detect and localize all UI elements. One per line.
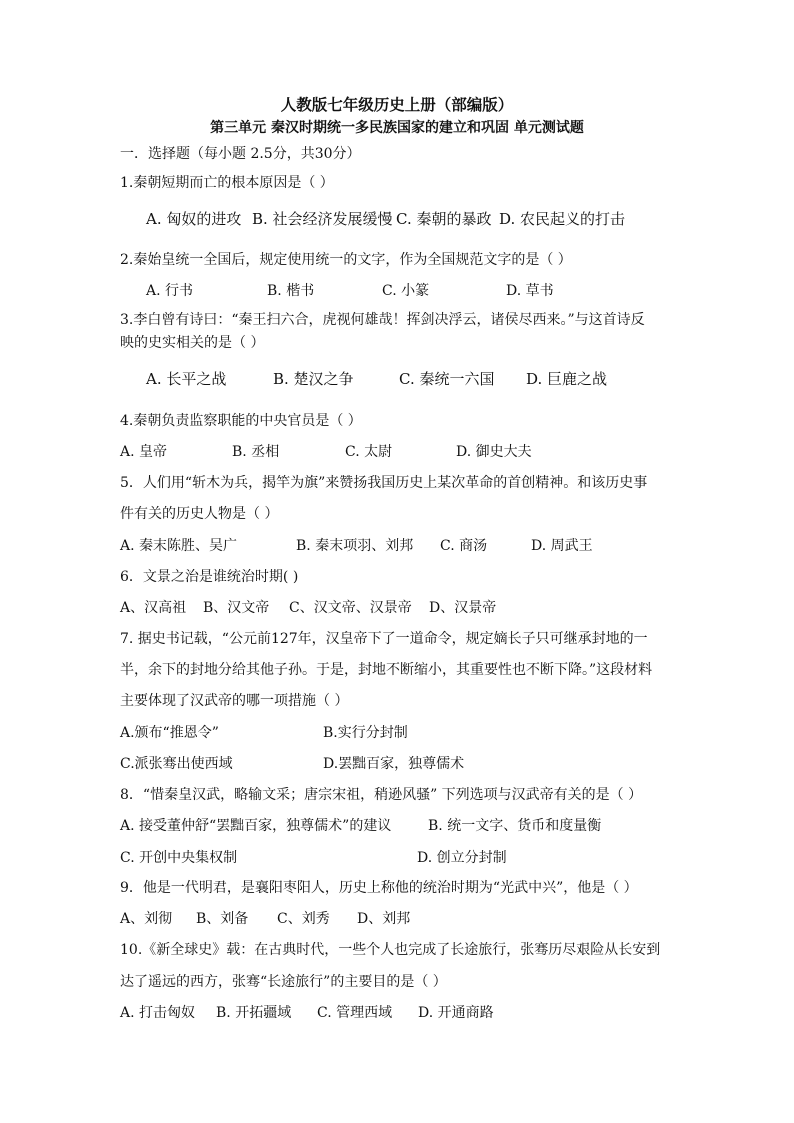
question-3-option-a: A. 长平之战 [146, 370, 227, 388]
question-3-option-c: C. 秦统一六国 [399, 370, 495, 388]
question-10-stem-line-1: 10.《新全球史》载：在古典时代，一些个人也完成了长途旅行，张骞历尽艰险从长安到 [120, 942, 661, 958]
question-5-option-d: D. 周武王 [531, 538, 593, 554]
question-3-stem-line-1: 3.李白曾有诗曰：“秦王扫六合，虎视何雄哉！挥剑决浮云，诸侯尽西来。”与这首诗反 [120, 312, 645, 328]
question-1-option-b: B. 社会经济发展缓慢 [252, 210, 393, 228]
question-9-option-c: C、刘秀 [277, 911, 330, 927]
question-6-option-d: D、汉景帝 [429, 600, 497, 616]
question-9-option-a: A、刘彻 [120, 911, 173, 927]
question-1-option-a: A. 匈奴的进攻 [146, 210, 242, 228]
question-1-stem: 1.秦朝短期而亡的根本原因是（ ） [120, 175, 334, 191]
question-9-stem: 9．他是一代明君，是襄阳枣阳人，历史上称他的统治时期为“光武中兴”，他是（ ） [120, 880, 638, 896]
question-3-option-b: B. 楚汉之争 [273, 370, 354, 388]
question-2-option-a: A. 行书 [146, 283, 194, 299]
question-5-stem-line-1: 5．人们用“斩木为兵，揭竿为旗”来赞扬我国历史上某次革命的首创精神。和该历史事 [120, 475, 648, 491]
question-8-option-a: A. 接受董仲舒“罢黜百家，独尊儒术”的建议 [120, 818, 392, 834]
question-7-option-c: C.派张骞出使西域 [120, 756, 233, 772]
question-5-option-c: C. 商汤 [440, 538, 488, 554]
question-6-option-b: B、汉文帝 [203, 600, 270, 616]
question-7-stem-line-2: 半，余下的封地分给其他子孙。于是，封地不断缩小，其重要性也不断下降。”这段材料 [120, 662, 653, 678]
question-2-stem: 2.秦始皇统一全国后，规定使用统一的文字，作为全国规范文字的是（ ） [120, 252, 572, 268]
question-2-option-d: D. 草书 [506, 283, 554, 299]
question-4-option-c: C. 太尉 [345, 444, 393, 460]
question-8-option-b: B. 统一文字、货币和度量衡 [428, 818, 602, 834]
question-4-option-d: D. 御史大夫 [456, 444, 532, 460]
question-6-stem: 6．文景之治是谁统治时期( ) [120, 569, 299, 585]
page-title: 人教版七年级历史上册（部编版） [280, 95, 514, 114]
question-9-option-d: D、刘邦 [357, 911, 411, 927]
question-3-option-d: D. 巨鹿之战 [526, 370, 608, 388]
question-4-stem: 4.秦朝负责监察职能的中央官员是（ ） [120, 413, 362, 429]
question-10-option-c: C. 管理西域 [317, 1005, 393, 1021]
question-4-option-b: B. 丞相 [232, 444, 280, 460]
question-10-option-d: D. 开通商路 [418, 1005, 494, 1021]
question-1-option-c: C. 秦朝的暴政 [396, 210, 492, 228]
question-5-option-a: A. 秦末陈胜、吴广 [120, 538, 238, 554]
question-5-option-b: B. 秦末项羽、刘邦 [296, 538, 414, 554]
question-7-option-d: D.罢黜百家，独尊儒术 [323, 756, 465, 772]
question-6-option-a: A、汉高祖 [120, 600, 187, 616]
question-7-stem-line-1: 7. 据史书记载，“公元前127年，汉皇帝下了一道命令，规定嫡长子只可继承封地的一 [120, 631, 648, 647]
question-8-option-d: D. 创立分封制 [417, 850, 507, 866]
question-8-stem: 8．“惜秦皇汉武，略输文采；唐宗宋祖，稍逊风骚” 下列选项与汉武帝有关的是（ ） [120, 787, 643, 803]
page-subtitle: 第三单元 秦汉时期统一多民族国家的建立和巩固 单元测试题 [210, 120, 584, 136]
question-2-option-b: B. 楷书 [267, 283, 315, 299]
question-8-option-c: C. 开创中央集权制 [120, 850, 238, 866]
question-10-option-a: A. 打击匈奴 [120, 1005, 196, 1021]
question-6-option-c: C、汉文帝、汉景帝 [289, 600, 412, 616]
question-10-option-b: B. 开拓疆域 [216, 1005, 292, 1021]
question-7-option-b: B.实行分封制 [323, 725, 408, 741]
question-9-option-b: B、刘备 [196, 911, 249, 927]
question-3-stem-line-2: 映的史实相关的是（ ） [120, 335, 265, 351]
question-1-option-d: D. 农民起义的打击 [499, 210, 626, 228]
section-heading: 一．选择题（每小题 2.5分，共30分） [120, 146, 361, 162]
question-10-stem-line-2: 达了遥远的西方，张骞“长途旅行”的主要目的是（ ） [120, 974, 447, 990]
question-4-option-a: A. 皇帝 [120, 444, 168, 460]
question-2-option-c: C. 小篆 [382, 283, 430, 299]
question-5-stem-line-2: 件有关的历史人物是（ ） [120, 506, 279, 522]
question-7-stem-line-3: 主要体现了汉武帝的哪一项措施（ ） [120, 693, 349, 709]
question-7-option-a: A.颁布“推恩令” [120, 725, 219, 741]
